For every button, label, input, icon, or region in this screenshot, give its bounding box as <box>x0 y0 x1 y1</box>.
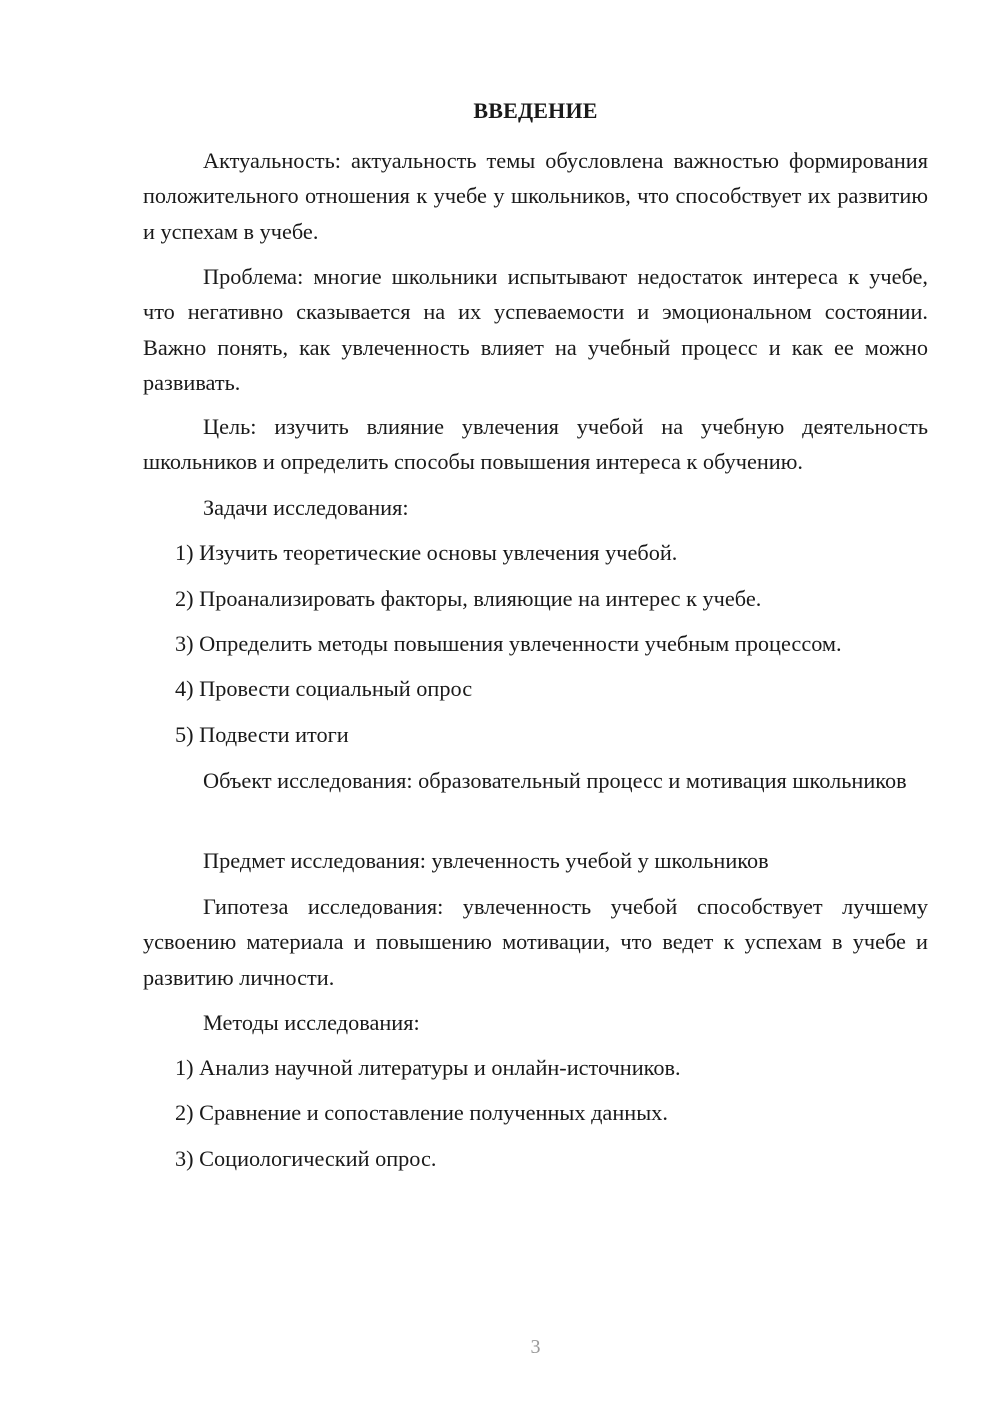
task-item-4: 4) Провести социальный опрос <box>175 676 473 701</box>
subject-paragraph: Предмет исследования: увлеченность учебой у школьников <box>203 848 769 873</box>
relevance-paragraph: Актуальность: актуальность темы обусловлена важностью формирования положительного отношения к учебе у школьников, что способствует их развитию и успехам в учебе. <box>143 148 928 244</box>
tasks-heading: Задачи исследования: <box>203 495 409 520</box>
method-item-2: 2) Сравнение и сопоставление полученных данных. <box>175 1100 668 1125</box>
section-title: ВВЕДЕНИЕ <box>473 98 598 123</box>
hypothesis-paragraph: Гипотеза исследования: увлеченность учебой способствует лучшему усвоению материала и повышению мотивации, что ведет к успехам в учебе и развитию личности. <box>143 894 928 990</box>
task-item-2: 2) Проанализировать факторы, влияющие на интерес к учебе. <box>175 586 762 611</box>
problem-paragraph: Проблема: многие школьники испытывают недостаток интереса к учебе, что негативно сказывается на их успеваемости и эмоциональном состоянии. Важно понять, как увлеченность влияет на учебный процесс и как ее можно развивать. <box>143 264 928 395</box>
method-item-1: 1) Анализ научной литературы и онлайн-источников. <box>175 1055 681 1080</box>
goal-paragraph: Цель: изучить влияние увлечения учебой на учебную деятельность школьников и определить способы повышения интереса к обучению. <box>143 414 928 475</box>
methods-heading: Методы исследования: <box>203 1010 420 1035</box>
task-item-1: 1) Изучить теоретические основы увлечения учебой. <box>175 540 678 565</box>
object-paragraph: Объект исследования: образовательный процесс и мотивация школьников <box>203 768 907 793</box>
method-item-3: 3) Социологический опрос. <box>175 1146 437 1171</box>
page-number: 3 <box>530 1336 541 1358</box>
task-item-5: 5) Подвести итоги <box>175 722 349 747</box>
document-page <box>143 0 928 1414</box>
task-item-3: 3) Определить методы повышения увлеченности учебным процессом. <box>175 631 842 656</box>
